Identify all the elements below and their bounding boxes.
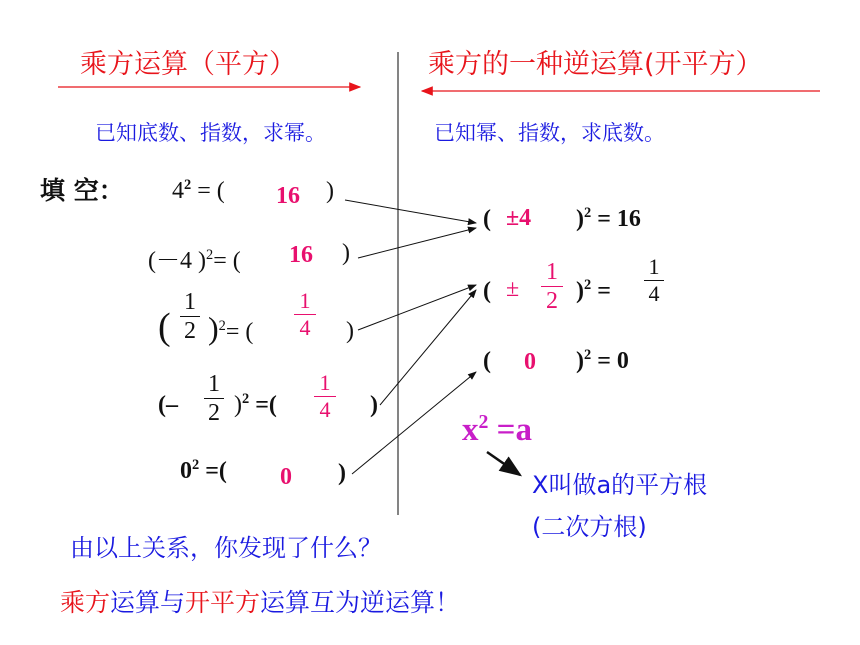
conclusion-part-3: 开平方 <box>185 588 261 617</box>
denominator: 2 <box>208 400 220 426</box>
close-paren: ) <box>326 178 334 204</box>
open-paren: ( <box>483 278 491 304</box>
numerator: 1 <box>299 288 311 313</box>
arrow-formula-note <box>487 452 520 475</box>
numerator: 1 <box>319 370 331 395</box>
expr-4-squared <box>172 178 225 205</box>
fraction-bar <box>204 398 224 399</box>
equals-paren: = ( <box>225 319 254 345</box>
left-header: 乘方运算（平方） <box>80 49 296 80</box>
close-paren: ) <box>338 460 346 486</box>
numerator: 1 <box>546 259 558 285</box>
equals: = <box>591 278 611 304</box>
arrow-e3-r2 <box>358 285 476 330</box>
fraction-one-half <box>180 290 200 343</box>
exponent: 2 <box>218 318 226 334</box>
equals-paren: = ( <box>191 178 225 204</box>
numerator: 1 <box>648 254 660 279</box>
answer-16-b: 16 <box>289 242 313 268</box>
arrow-e5-r3 <box>352 372 476 474</box>
numerator: 1 <box>208 371 220 397</box>
close-paren-2: ) <box>346 318 354 344</box>
left-description: 已知底数、指数，求幂。 <box>95 121 326 145</box>
expr-neg4-squared <box>148 240 241 275</box>
close-paren: ) <box>234 392 242 418</box>
right-description: 已知幂、指数，求底数。 <box>434 121 665 145</box>
denominator: 2 <box>546 288 558 314</box>
denominator: 2 <box>184 318 196 344</box>
expr-tail <box>576 206 641 233</box>
result: = 0 <box>591 348 629 374</box>
exponent: 2 <box>584 205 592 221</box>
exponent: 2 <box>205 247 214 263</box>
numerator: 1 <box>184 289 196 315</box>
equals-paren: = ( <box>213 248 241 274</box>
fill-in-label: 填 空： <box>40 176 124 205</box>
denominator: 4 <box>648 281 660 306</box>
fraction-bar <box>541 286 563 287</box>
base: 0 <box>180 458 192 484</box>
answer-plus-minus-4: ±4 <box>506 205 532 231</box>
denominator: 4 <box>299 315 311 340</box>
exponent: 2 <box>478 411 489 433</box>
arrow-e1-r1 <box>345 200 476 223</box>
arrow-e2-r1 <box>358 228 476 258</box>
answer-plus-minus-half <box>541 260 563 313</box>
fraction-bar <box>180 316 200 317</box>
root-note-line2: (二次方根) <box>532 513 647 541</box>
question-text: 由以上关系，你发现了什么？ <box>70 534 382 562</box>
conclusion-part-2: 运算与 <box>110 588 186 617</box>
right-header: 乘方的一种逆运算(开平方） <box>428 49 763 80</box>
root-note-line1: X叫做a的平方根 <box>532 471 708 499</box>
plus-minus: ± <box>506 276 520 302</box>
open-paren: ( <box>158 306 171 348</box>
open-paren-minus: (– <box>158 392 178 418</box>
exponent: 2 <box>584 277 592 293</box>
open-paren: ( <box>483 206 491 232</box>
fraction-one-half-b <box>204 372 224 425</box>
arrow-e4-r2 <box>380 290 476 405</box>
exponent: 2 <box>192 457 200 473</box>
variable-x: x <box>462 412 479 448</box>
base: (－4 ) <box>148 248 206 274</box>
close-paren: ) <box>576 206 584 232</box>
base: 4 <box>172 178 184 204</box>
equals-a: =a <box>488 412 532 448</box>
conclusion-part-4: 运算互为逆运算！ <box>260 588 461 617</box>
answer-one-quarter <box>294 290 316 339</box>
expr-zero-squared <box>180 458 227 485</box>
answer-0-right: 0 <box>524 349 536 375</box>
close-paren-2: ) <box>370 392 378 418</box>
exponent: 2 <box>184 177 192 193</box>
result: = 16 <box>591 206 641 232</box>
conclusion-text <box>60 583 460 619</box>
expr-tail <box>234 392 277 419</box>
expr-tail <box>208 310 253 347</box>
answer-0: 0 <box>280 464 292 490</box>
expr-tail <box>576 348 629 375</box>
open-paren: ( <box>483 348 491 374</box>
close-paren: ) <box>208 310 219 346</box>
exponent: 2 <box>584 347 592 363</box>
exponent: 2 <box>242 391 250 407</box>
result-one-quarter <box>644 256 664 305</box>
close-paren: ) <box>576 348 584 374</box>
close-paren: ) <box>342 240 350 266</box>
equals-paren: =( <box>249 392 277 418</box>
answer-16: 16 <box>276 183 300 209</box>
formula-x-squared-equals-a <box>462 412 532 449</box>
close-paren: ) <box>576 278 584 304</box>
equals-paren: =( <box>199 458 227 484</box>
conclusion-part-1: 乘方 <box>60 588 111 617</box>
expr-tail <box>576 278 611 305</box>
answer-one-quarter-b <box>314 372 336 421</box>
denominator: 4 <box>319 397 331 422</box>
